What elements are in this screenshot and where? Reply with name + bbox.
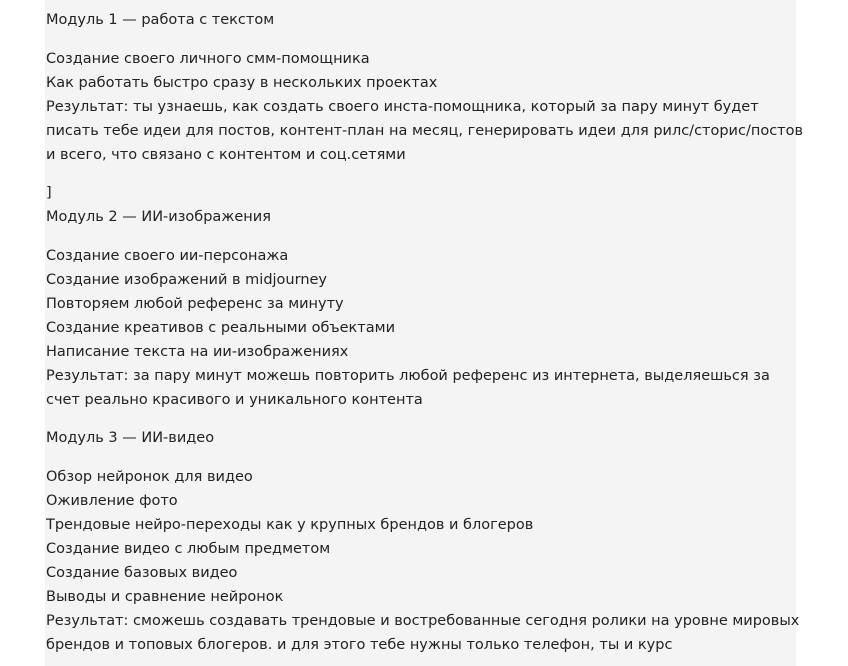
result-line: брендов и топовых блогеров. и для этого тебе нужны только телефон, ты и курс <box>46 637 673 653</box>
list-item: Создание своего ии-персонажа <box>46 248 289 264</box>
list-item: Выводы и сравнение нейронок <box>46 589 284 605</box>
result-line: счет реально красивого и уникального контента <box>46 392 423 408</box>
module-1-topics <box>46 47 806 95</box>
list-item: Создание изображений в midjourney <box>46 272 328 288</box>
list-item: Обзор нейронок для видео <box>46 469 253 485</box>
list-item: Создание своего личного смм-помощника <box>46 51 370 67</box>
result-line: писать тебе идеи для постов, контент-план на месяц, генерировать идеи для рилс/сторис/постов <box>46 123 804 139</box>
list-item: Создание базовых видео <box>46 565 238 581</box>
list-item: Написание текста на ии-изображениях <box>46 344 349 360</box>
list-item: Создание видео с любым предметом <box>46 541 331 557</box>
module-1-title: Модуль 1 — работа с текстом <box>46 12 275 28</box>
result-line: и всего, что связано с контентом и соц.сетями <box>46 147 406 163</box>
list-item: Трендовые нейро-переходы как у крупных брендов и блогеров <box>46 517 534 533</box>
list-item: Повторяем любой референс за минуту <box>46 296 344 312</box>
list-item: Как работать быстро сразу в нескольких проектах <box>46 75 438 91</box>
result-line: Результат: за пару минут можешь повторить любой референс из интернета, выделяешься за <box>46 368 770 384</box>
module-3-result <box>46 609 806 657</box>
module-2-result <box>46 364 806 412</box>
module-3 <box>46 426 806 657</box>
module-3-topics <box>46 465 806 609</box>
module-1-result <box>46 95 806 167</box>
module-2 <box>46 205 806 412</box>
list-item: Оживление фото <box>46 493 178 509</box>
result-line: Результат: сможешь создавать трендовые и востребованные сегодня ролики на уровне мировых <box>46 613 800 629</box>
module-3-title: Модуль 3 — ИИ-видео <box>46 430 215 446</box>
course-program <box>46 8 806 657</box>
result-line: Результат: ты узнаешь, как создать своего инста-помощника, который за пару минут будет <box>46 99 759 115</box>
module-1 <box>46 8 806 167</box>
module-2-title: Модуль 2 — ИИ-изображения <box>46 209 271 225</box>
module-2-topics <box>46 244 806 364</box>
list-item: Создание креативов с реальными объектами <box>46 320 395 336</box>
stray-bracket: ] <box>46 185 52 201</box>
